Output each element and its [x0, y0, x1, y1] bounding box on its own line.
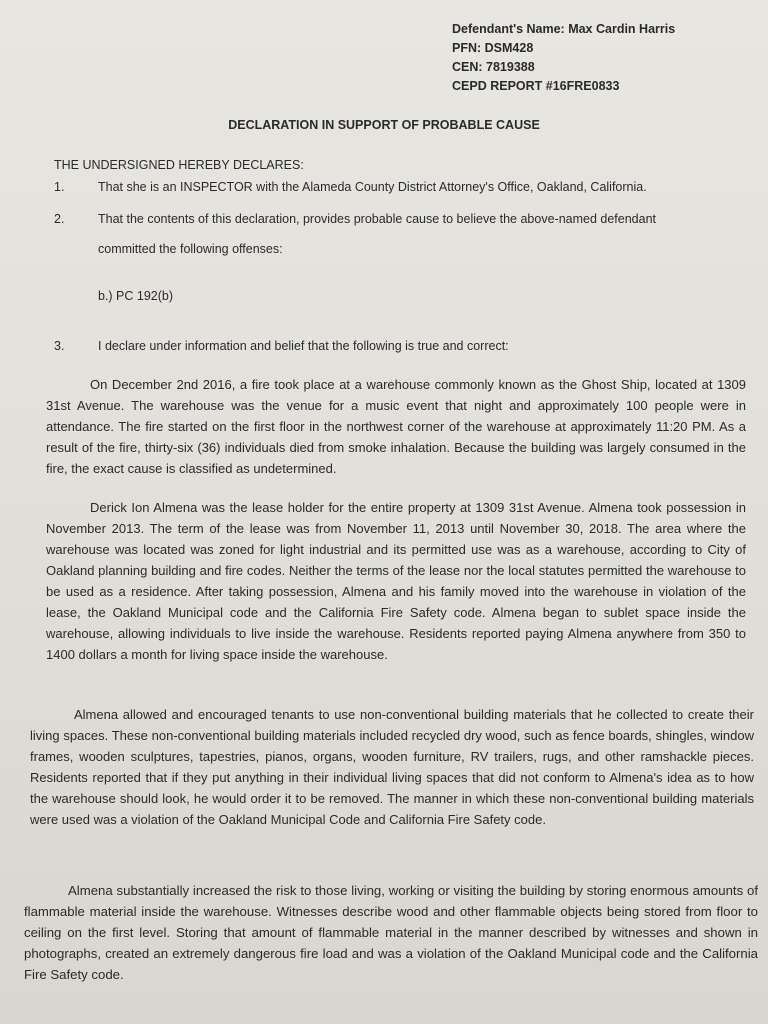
declaration-item-1 [54, 172, 647, 203]
paragraph-building-materials: Almena allowed and encouraged tenants to use non-conventional building materials that he collected to create their living spaces. These non-conventional building materials included recycled dry wood, such as fence boards, shingles, window frames, wooden sculptures, tapestries, pianos, organs, wooden furniture, RV trailers, rugs, and other ramshackle pieces. Residents reported that if they put anything in their individual living spaces that did not conform to Almena's idea as to how the warehouse should look, he would order it to be removed. The manner in which these non-conventional building materials were used was a violation of the Oakland Municipal Code and California Fire Safety code. [30, 707, 754, 827]
item-text: That she is an INSPECTOR with the Alameda County District Attorney's Office, Oakland, California. [98, 180, 647, 194]
item-number: 1. [54, 180, 65, 194]
paragraph-lease-holder: Derick Ion Almena was the lease holder for the entire property at 1309 31st Avenue. Almena took possession in November 2013. The term of the lease was from November 11, 2013 until November 30, 2018. The area where the warehouse was located was zoned for light industrial and its permitted use was as a warehouse, according to City of Oakland planning building and fire codes. Neither the terms of the lease nor the local statutes permitted the warehouse to be used as a residence. After taking possession, Almena and his family moved into the warehouse in violation of the lease, the Oakland Municipal code and the California Fire Safety code. Almena began to sublet space inside the warehouse, allowing individuals to live inside the warehouse. Residents reported paying Almena anywhere from 350 to 1400 dollars a month for living space inside the warehouse. [46, 500, 746, 662]
paragraph-fire-risk: Almena substantially increased the risk to those living, working or visiting the building by storing enormous amounts of flammable material inside the warehouse. Witnesses describe wood and other flammable objects being stored from floor to ceiling on the first level. Storing that amount of flammable material in the manner described by witnesses and shown in photographs, created an extremely dangerous fire load and was a violation of the Oakland Municipal code and the California Fire Safety code. [24, 883, 758, 982]
cen-number: CEN: 7819388 [452, 60, 535, 74]
paragraph-fire-incident: On December 2nd 2016, a fire took place at a warehouse commonly known as the Ghost Ship, located at 1309 31st Avenue. The warehouse was the venue for a music event that night and approximately 100 people were in attendance. The fire started on the first floor in the northwest corner of the warehouse at approximately 11:20 PM. As a result of the fire, thirty-six (36) individuals died from smoke inhalation. Because the building was largely consumed in the fire, the exact cause is classified as undetermined. [46, 377, 746, 476]
case-header [452, 20, 675, 96]
declaration-item-3 [54, 331, 509, 362]
item-number: 3. [54, 339, 65, 353]
item-text-continued: committed the following offenses: [98, 242, 283, 256]
report-number: CEPD REPORT #16FRE0833 [452, 79, 620, 93]
declaration-item-2 [54, 204, 657, 235]
declaration-item-2-continued [98, 234, 283, 265]
item-text: That the contents of this declaration, provides probable cause to believe the above-named defendant [98, 212, 657, 226]
item-text: I declare under information and belief that the following is true and correct: [98, 339, 509, 353]
offense-entry: b.) PC 192(b) [98, 289, 174, 303]
pfn-number: PFN: DSM428 [452, 41, 534, 55]
document-title: DECLARATION IN SUPPORT OF PROBABLE CAUSE [228, 118, 540, 132]
defendant-name: Defendant's Name: Max Cardin Harris [452, 22, 676, 36]
item-number: 2. [54, 212, 65, 226]
declares-heading: THE UNDERSIGNED HEREBY DECLARES: [54, 158, 304, 172]
